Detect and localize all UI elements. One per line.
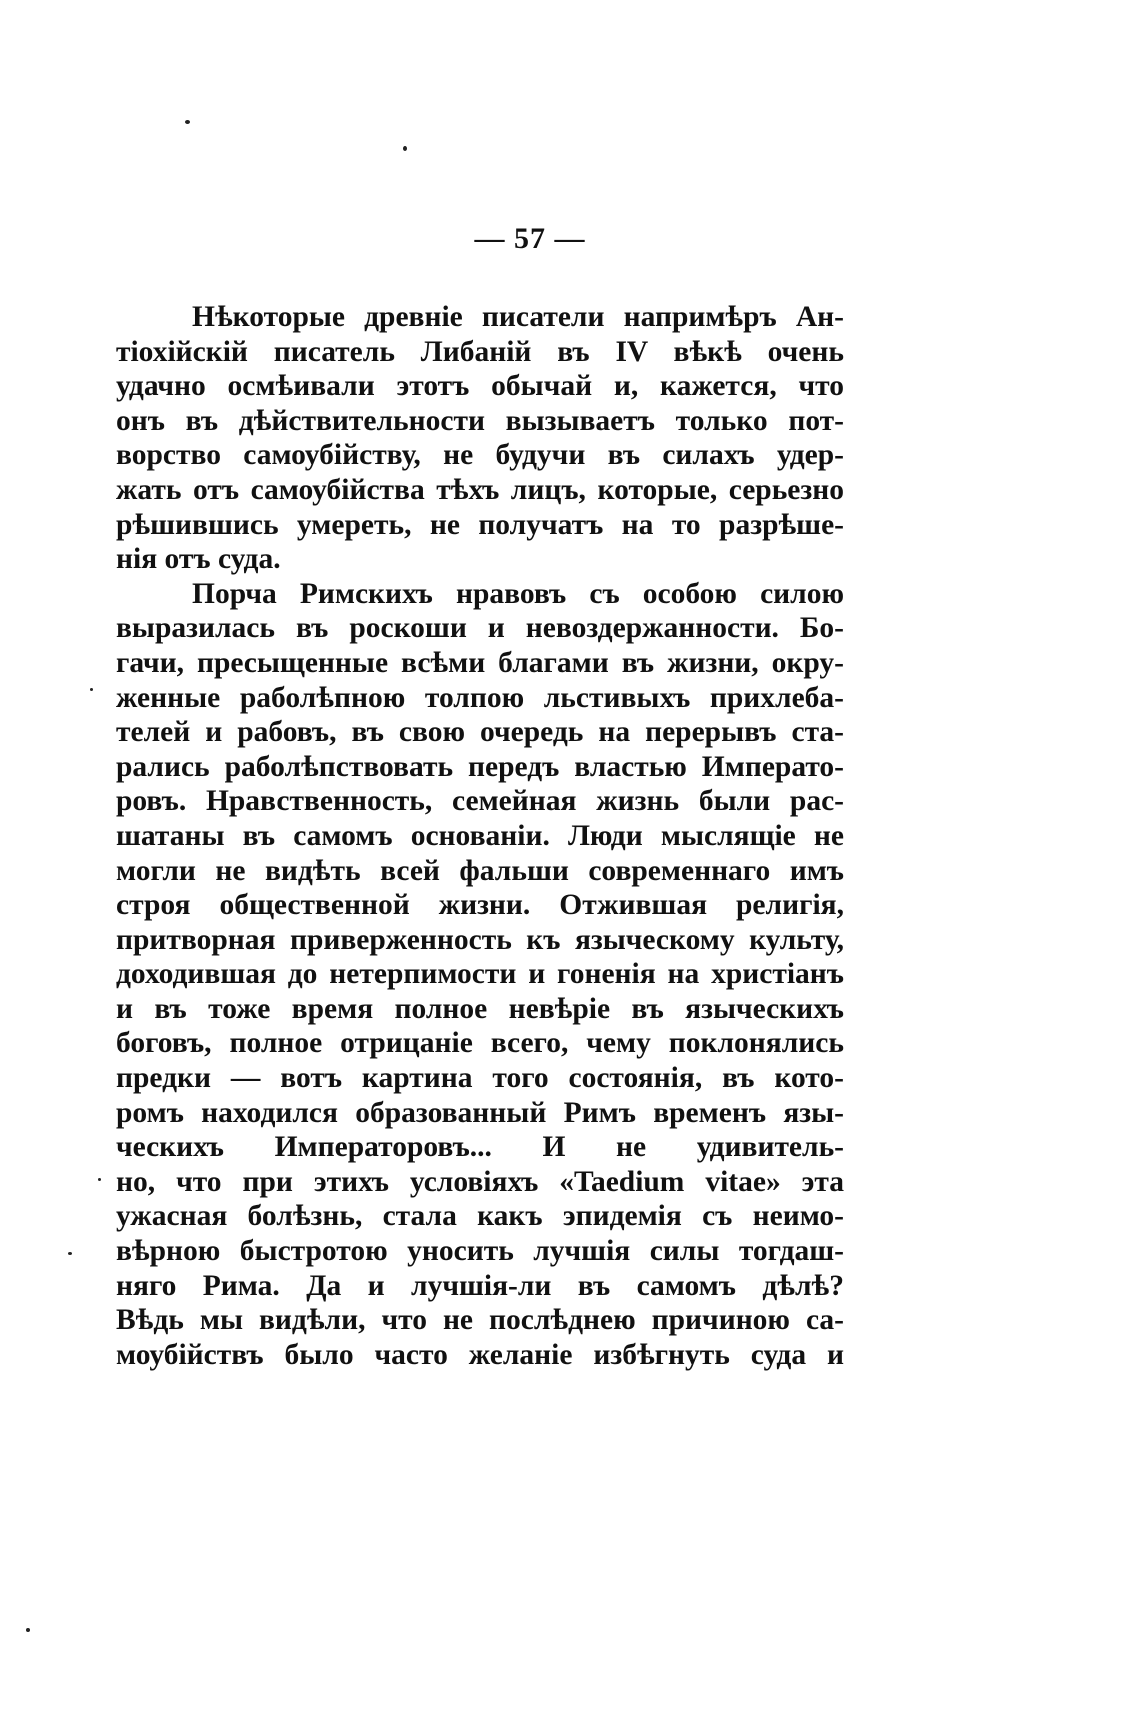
scan-speck [90,688,93,691]
text-line: вѣрною быстротою уносить лучшія силы тогдаш- [116,1235,844,1268]
text-line: моубійствъ было часто желаніе избѣгнуть суда и [116,1338,844,1371]
text-line: женные раболѣпною толпою льстивыхъ прихлеба- [116,681,844,714]
text-line: рались раболѣпствовать передъ властью Императо- [116,750,844,783]
scan-speck [403,146,407,151]
text-line: строя общественной жизни. Отжившая религія, [116,889,844,922]
text-line: боговъ, полное отрицаніе всего, чему поклонялись [116,1027,844,1060]
text-line: притворная приверженность къ языческому культу, [116,923,844,956]
text-line: нія отъ суда. [116,543,281,576]
page-number: — 57 — [474,222,586,255]
text-line: няго Рима. Да и лучшія-ли въ самомъ дѣлѣ? [116,1269,844,1302]
text-line: ромъ находился образованный Римъ временъ язы- [116,1096,844,1129]
scan-speck [185,120,190,124]
text-line: шатаны въ самомъ основаніи. Люди мыслящіе не [116,819,844,852]
text-line: ческихъ Императоровъ... И не удивитель- [116,1131,844,1164]
text-line: ровъ. Нравственность, семейная жизнь были рас- [116,785,844,818]
text-line: могли не видѣть всей фальши современнаго имъ [116,854,844,887]
text-line: Вѣдь мы видѣли, что не послѣднею причиною са- [116,1304,844,1337]
text-line: предки — вотъ картина того состоянія, въ кото- [116,1062,844,1095]
text-line: выразилась въ роскоши и невоздержанности. Бо- [116,612,844,645]
text-line: ужасная болѣзнь, стала какъ эпидемія съ неимо- [116,1200,844,1233]
text-line: Нѣкоторые древніе писатели напримѣръ Ан- [192,301,844,333]
text-line: Порча Римскихъ нравовъ съ особою силою [192,577,844,610]
text-line: жать отъ самоубійства тѣхъ лицъ, которые, серьезно [116,473,844,506]
scan-speck [26,1628,30,1632]
text-line: онъ въ дѣйствительности вызываетъ только пот- [116,404,844,437]
text-line: рѣшившись умереть, не получатъ на то разрѣше- [116,508,844,541]
body-text [116,300,844,1372]
scan-speck [68,1252,72,1255]
text-line: доходившая до нетерпимости и гоненія на христіанъ [116,958,844,991]
text-line: но, что при этихъ условіяхъ «Taedium vitae» эта [116,1165,844,1198]
text-line: гачи, пресыщенные всѣми благами въ жизни, окру- [116,646,844,679]
text-line: тіохійскій писатель Либаній въ IV вѣкѣ очень [116,335,844,368]
scan-speck [98,1178,101,1181]
text-line: и въ тоже время полное невѣріе въ языческихъ [116,992,844,1025]
text-line: телей и рабовъ, въ свою очередь на перерывъ ста- [116,716,844,749]
text-line: удачно осмѣивали этотъ обычай и, кажется, что [116,370,844,403]
text-line: ворство самоубійству, не будучи въ силахъ удер- [116,439,844,472]
